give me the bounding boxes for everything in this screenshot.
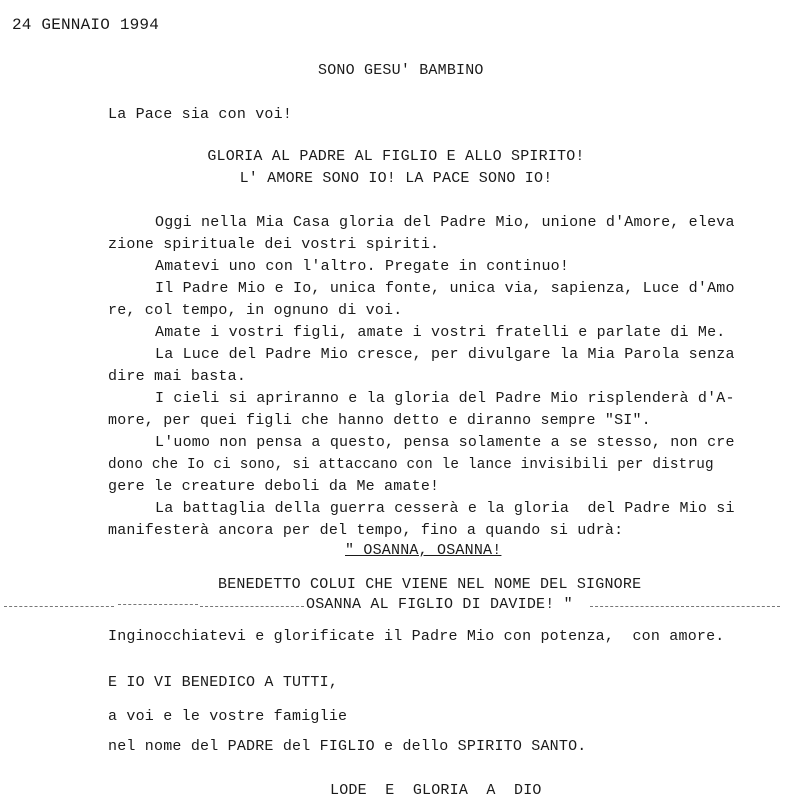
closing-line: a voi e le vostre famiglie: [108, 708, 348, 725]
body-line: Oggi nella Mia Casa gloria del Padre Mio, unione d'Amore, eleva: [155, 214, 735, 231]
greeting: La Pace sia con voi!: [108, 106, 293, 123]
body-line: I cieli si apriranno e la gloria del Padre Mio risplenderà d'A-: [155, 390, 735, 407]
body-line: manifesterà ancora per del tempo, fino a quando si udrà:: [108, 522, 624, 539]
body-line: dire mai basta.: [108, 368, 247, 385]
invocation-line-1: GLORIA AL PADRE AL FIGLIO E ALLO SPIRITO!: [207, 148, 585, 165]
final-line: LODE E GLORIA A DIO: [330, 782, 542, 799]
scan-dash-mid: [200, 606, 304, 607]
scan-dash-right: [590, 606, 780, 607]
body-line: La battaglia della guerra cesserà e la gloria del Padre Mio si: [155, 500, 735, 517]
benedetto-line-2: OSANNA AL FIGLIO DI DAVIDE! ": [306, 596, 573, 613]
body-line: zione spirituale dei vostri spiriti.: [108, 236, 440, 253]
osanna-line: " OSANNA, OSANNA!: [345, 542, 502, 559]
body-line: dono che Io ci sono, si attaccano con le lance invisibili per distrug: [108, 457, 714, 473]
body-line: re, col tempo, in ognuno di voi.: [108, 302, 403, 319]
body-line: Amatevi uno con l'altro. Pregate in continuo!: [155, 258, 570, 275]
invocation-line-2: L' AMORE SONO IO! LA PACE SONO IO!: [239, 170, 553, 187]
body-line: more, per quei figli che hanno detto e diranno sempre "SI".: [108, 412, 651, 429]
body-line: La Luce del Padre Mio cresce, per divulgare la Mia Parola senza: [155, 346, 735, 363]
document-heading: SONO GESU' BAMBINO: [318, 62, 484, 79]
body-line: Il Padre Mio e Io, unica fonte, unica via, sapienza, Luce d'Amo: [155, 280, 735, 297]
body-line: gere le creature deboli da Me amate!: [108, 478, 440, 495]
closing-line: E IO VI BENEDICO A TUTTI,: [108, 674, 339, 691]
benedetto-line-1: BENEDETTO COLUI CHE VIENE NEL NOME DEL SIGNORE: [218, 576, 642, 593]
body-line: L'uomo non pensa a questo, pensa solamente a se stesso, non cre: [155, 434, 735, 451]
scan-dash-left: [4, 606, 114, 607]
scan-dash-left-2: [118, 604, 198, 605]
document-date: 24 GENNAIO 1994: [12, 16, 160, 34]
body-line: Amate i vostri figli, amate i vostri fratelli e parlate di Me.: [155, 324, 726, 341]
closing-line: Inginocchiatevi e glorificate il Padre Mio con potenza, con amore.: [108, 628, 725, 645]
closing-line: nel nome del PADRE del FIGLIO e dello SPIRITO SANTO.: [108, 738, 587, 755]
